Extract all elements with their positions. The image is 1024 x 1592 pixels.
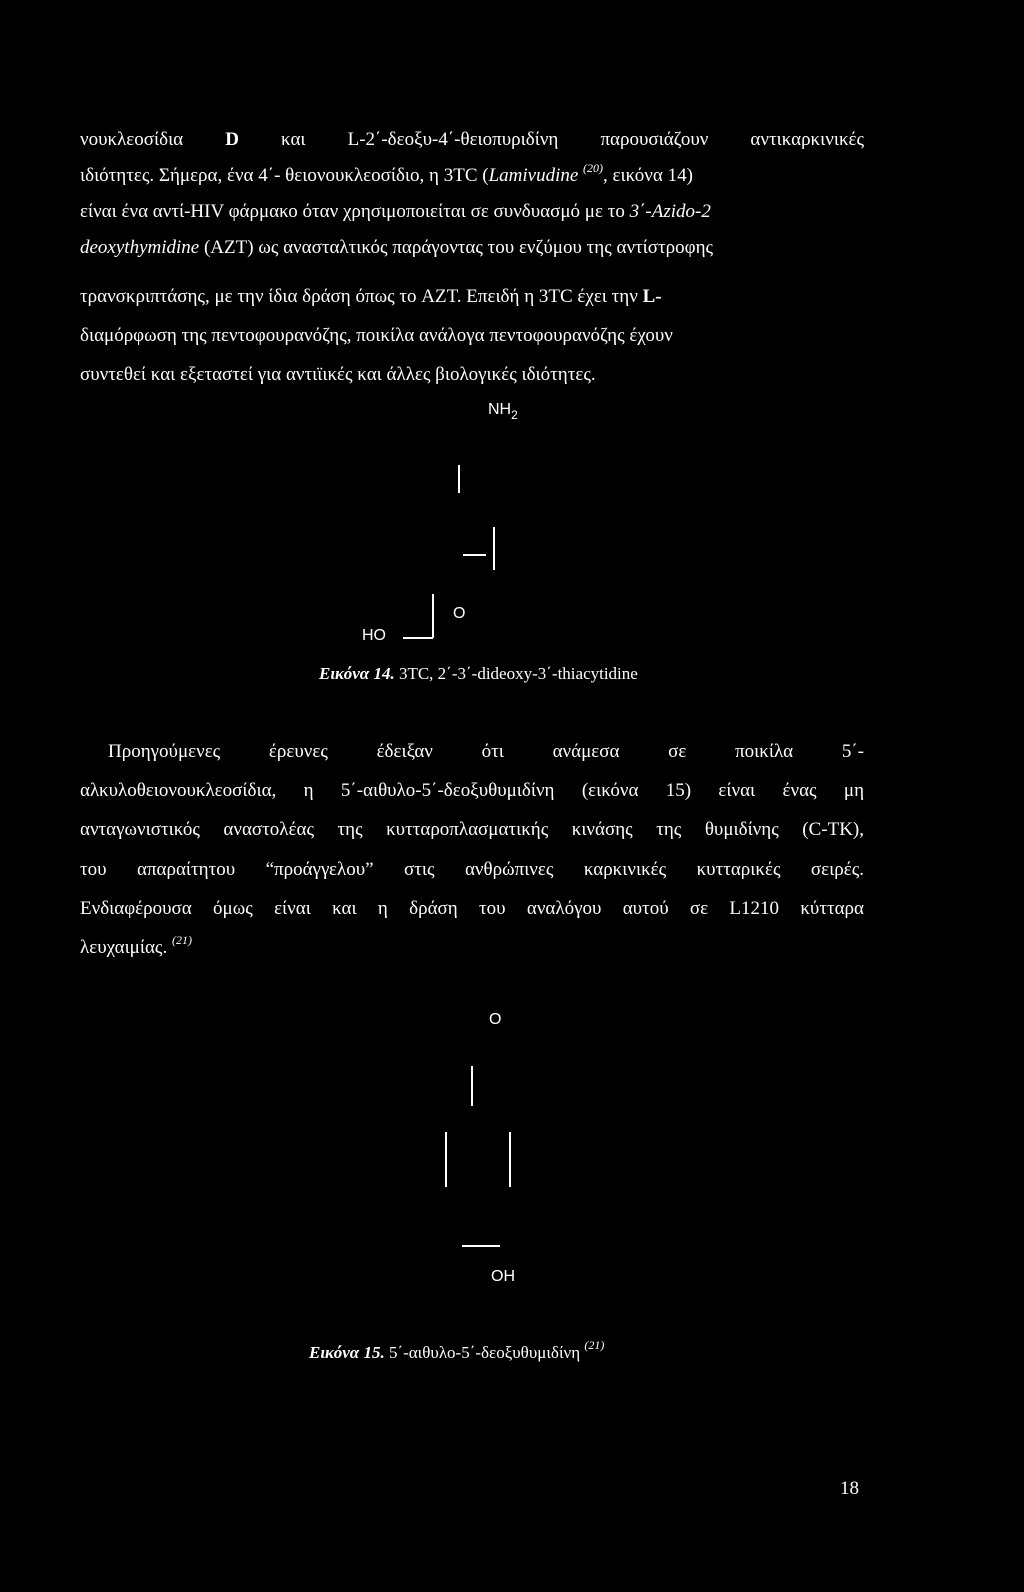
para2-line-4 <box>80 857 864 883</box>
text-run: συντεθεί και εξεταστεί για αντιϊικές και άλλες βιολογικές ιδιότητες. <box>80 364 596 385</box>
text-run: 3΄-Azido-2 <box>629 201 711 222</box>
text-run: του απαραίτητου “προάγγελου” στις ανθρώπινες καρκινικές κυτταρικές σειρές. <box>80 859 864 880</box>
footnote-ref: (20) <box>583 161 604 175</box>
text-run: και <box>281 129 306 150</box>
text-run: deoxythymidine <box>80 237 200 258</box>
atom-subscript: 2 <box>511 408 518 422</box>
text-run: αντικαρκινικές <box>750 129 865 150</box>
text-run: (AZT) ως ανασταλτικός παράγοντας του ενζύμου της αντίστροφης <box>199 237 714 258</box>
para2-line-1 <box>108 739 864 765</box>
text-run: ιδιότητες. Σήμερα, ένα 4΄- θειονουκλεοσίδιο, η 3TC ( <box>80 165 489 186</box>
text-run: Lamivudine <box>488 165 579 186</box>
page-number: 18 <box>840 1478 859 1499</box>
text-run: παρουσιάζουν <box>600 129 709 150</box>
text-run: L- <box>642 286 662 307</box>
caption-label: Εικόνα 15. <box>309 1343 385 1362</box>
caption-label: Εικόνα 14. <box>319 664 395 683</box>
text-run: ανταγωνιστικός αναστολέας της κυτταροπλασματικής κινάσης της θυμιδίνης (C-TK), <box>80 819 864 840</box>
para2-line-6 <box>80 935 864 962</box>
caption-text: 3TC, 2΄-3΄-dideoxy-3΄-thiacytidine <box>394 664 638 683</box>
caption-text: 5΄-αιθυλο-5΄-δεοξυθυμιδίνη <box>384 1343 581 1362</box>
footnote-ref: (21) <box>584 1338 605 1352</box>
para2-line-3 <box>80 817 864 843</box>
text-run: τρανσκριπτάσης, με την ίδια δράση όπως το AZT. Επειδή η 3TC έχει την <box>80 286 643 307</box>
atom-label-o: O <box>489 1011 502 1028</box>
figure-15-caption <box>309 1338 605 1363</box>
text-run: είναι ένα αντί-HIV φάρμακο όταν χρησιμοποιείται σε συνδυασμό με το <box>80 201 630 222</box>
text-run: , εικόνα 14) <box>603 165 693 186</box>
text-run: νουκλεοσίδια <box>80 129 184 150</box>
para2-line-5 <box>80 896 864 922</box>
text-run: διαμόρφωση της πεντοφουρανόζης, ποικίλα ανάλογα πεντοφουρανόζης έχουν <box>80 325 673 346</box>
text-run: D <box>225 129 239 150</box>
text-run: Ενδιαφέρουσα όμως είναι και η δράση του αναλόγου αυτού σε L1210 κύτταρα <box>80 898 864 919</box>
text-run: λευχαιμίας. <box>80 937 168 958</box>
figure-14-caption <box>319 664 638 684</box>
atom-label-ho: HO <box>362 627 386 644</box>
text-run: L-2΄-δεοξυ-4΄-θειοπυριδίνη <box>347 129 559 150</box>
atom-text: NH <box>488 401 512 418</box>
text-run: Προηγούμενες έρευνες έδειξαν ότι ανάμεσα σε ποικίλα 5΄- <box>108 741 864 762</box>
atom-label-oh: OH <box>491 1268 515 1285</box>
text-run: αλκυλοθειονουκλεοσίδια, η 5΄-αιθυλο-5΄-δεοξυθυμιδίνη (εικόνα 15) είναι ένας μη <box>80 780 864 801</box>
para2-line-2 <box>80 778 864 804</box>
footnote-ref: (21) <box>171 933 192 947</box>
atom-label-o: O <box>453 605 466 622</box>
atom-label-nh2 <box>488 401 518 422</box>
